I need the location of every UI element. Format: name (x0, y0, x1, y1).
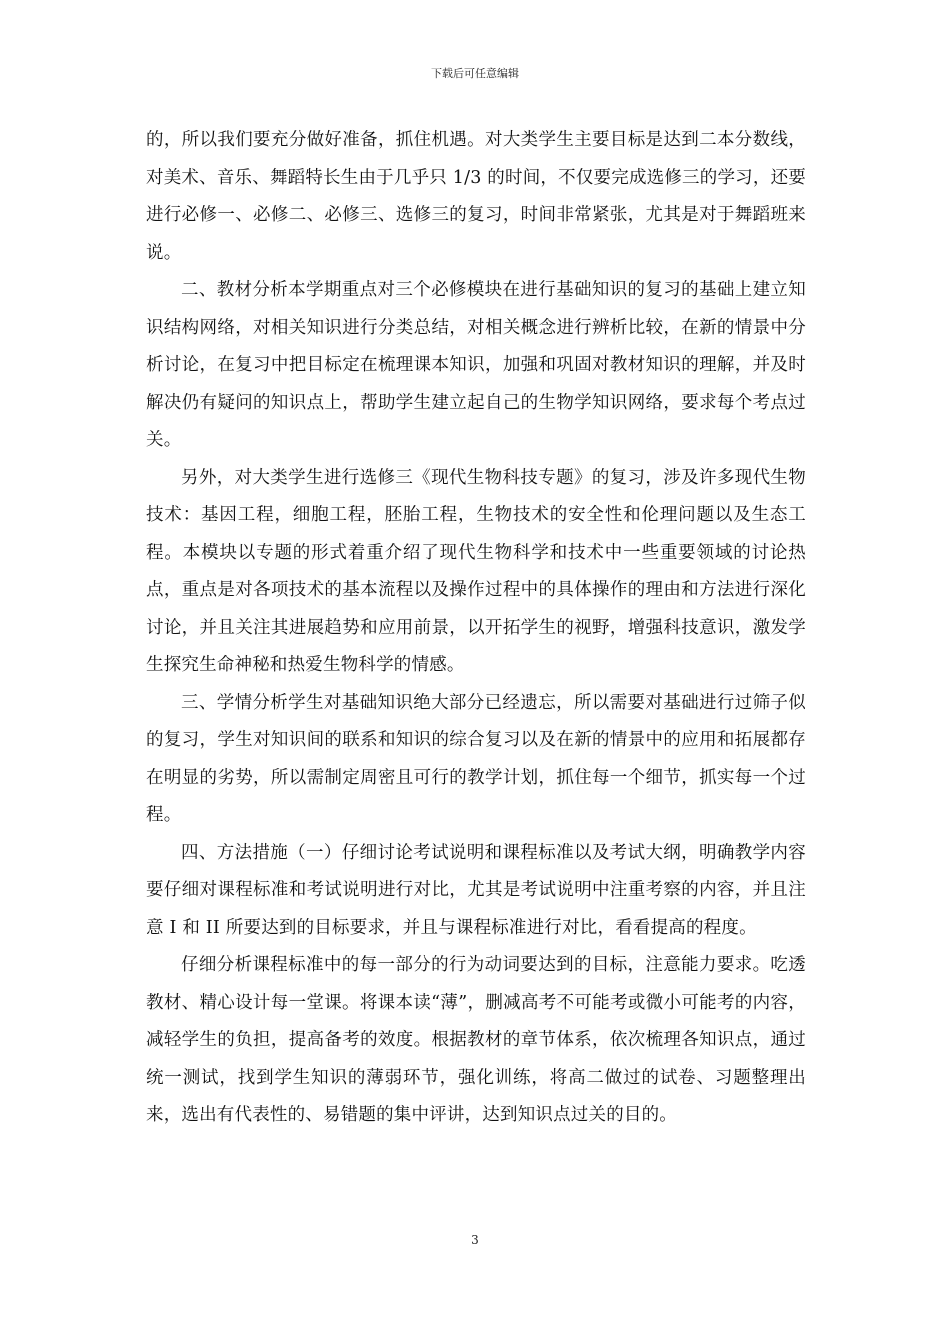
paragraph-student-analysis: 三、学情分析学生对基础知识绝大部分已经遗忘，所以需要对基础进行过筛子似的复习，学生对知识间的联系和知识的综合复习以及在新的情景中的应用和拓展都存在明显的劣势，所以需制定周密且可行的教学计划，抓住每一个细节，抓实每一个过程。 (146, 692, 806, 825)
paragraph-continuation: 的，所以我们要充分做好准备，抓住机遇。对大类学生主要目标是达到二本分数线，对美术、音乐、舞蹈特长生由于几乎只 1/3 的时间，不仅要完成选修三的学习，还要进行必修一、必修二、必修三、选修三的复习，时间非常紧张，尤其是对于舞蹈班来说。 (146, 130, 806, 263)
document-body (146, 122, 806, 1135)
paragraph-curriculum-analysis: 仔细分析课程标准中的每一部分的行为动词要达到的目标，注意能力要求。吃透教材、精心设计每一堂课。将课本读“薄”，删减高考不可能考或微小可能考的内容，减轻学生的负担，提高备考的效度。根据教材的章节体系，依次梳理各知识点，通过统一测试，找到学生知识的薄弱环节，强化训练，将高二做过的试卷、习题整理出来，选出有代表性的、易错题的集中评讲，达到知识点过关的目的。 (146, 955, 806, 1125)
paragraph-textbook-analysis: 二、教材分析本学期重点对三个必修模块在进行基础知识的复习的基础上建立知识结构网络，对相关知识进行分类总结，对相关概念进行辨析比较，在新的情景中分析讨论，在复习中把目标定在梳理课本知识，加强和巩固对教材知识的理解，并及时解决仍有疑问的知识点上，帮助学生建立起自己的生物学知识网络，要求每个考点过关。 (146, 280, 806, 450)
page-number: 3 (471, 1233, 479, 1247)
paragraph-methods: 四、方法措施（一）仔细讨论考试说明和课程标准以及考试大纲，明确教学内容要仔细对课程标准和考试说明进行对比，尤其是考试说明中注重考察的内容，并且注意 I 和 II 所要达到的目标要求，并且与课程标准进行对比，看看提高的程度。 (146, 842, 806, 938)
page-header: 下载后可任意编辑 (431, 67, 519, 80)
paragraph-elective-review: 另外，对大类学生进行选修三《现代生物科技专题》的复习，涉及许多现代生物技术：基因工程，细胞工程，胚胎工程，生物技术的安全性和伦理问题以及生态工程。本模块以专题的形式着重介绍了现代生物科学和技术中一些重要领域的讨论热点，重点是对各项技术的基本流程以及操作过程中的具体操作的理由和方法进行深化讨论，并且关注其进展趋势和应用前景，以开拓学生的视野，增强科技意识，激发学生探究生命神秘和热爱生物科学的情感。 (146, 467, 806, 675)
